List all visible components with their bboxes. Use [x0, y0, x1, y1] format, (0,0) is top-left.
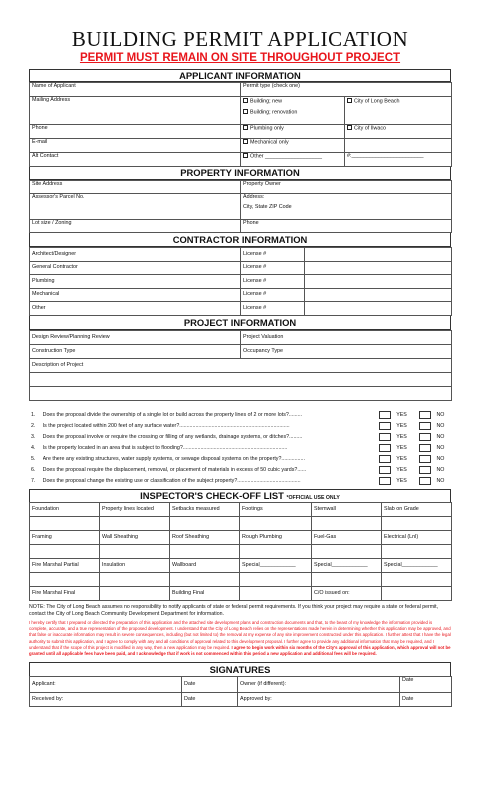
inspection-item[interactable]: Foundation	[30, 502, 100, 516]
question-number: 1.	[31, 412, 36, 418]
parcel-number-field[interactable]: Assessor's Parcel No.	[30, 194, 241, 220]
inspection-item[interactable]: C/O issued on:	[312, 586, 382, 600]
inspection-item[interactable]: Wallboard	[170, 558, 240, 572]
mailing-field[interactable]: Mailing Address	[30, 97, 241, 125]
yes-checkbox[interactable]	[379, 433, 392, 441]
blank-cell	[305, 288, 452, 302]
checkbox-plumbing[interactable]	[243, 125, 248, 130]
question-row	[29, 443, 451, 454]
question-row	[29, 465, 451, 476]
date-field[interactable]: Date	[182, 693, 238, 707]
mechanical-label: Mechanical only	[250, 139, 289, 146]
yes-label: YES	[396, 434, 407, 440]
question-row	[29, 432, 451, 443]
certification-body: I hereby certify that I prepared or directed the preparation of this application and the attached site development plans and construction documents and that, to the beast of my knowledge the information provided is complete, accurate, and a true representation of the proposed development. I understand that the City of Long Beach relies on the representations made herein in determining whether this application may be approved, and that false or inaccurate information may result in severe consequences, including (but not limited to) the removal at my expense of any site improvement constructed under this application. I further attest that I have the legal authority to submit this application, and I agree to comply with any and all conditions of approval related to this development proposal. I further agree to provide any additional information that may be required, and I understand that if the scope of this project is modified in any way, then a new application may be required.	[29, 619, 451, 650]
yes-checkbox[interactable]	[379, 455, 392, 463]
inspection-item[interactable]: Roof Sheathing	[170, 530, 240, 544]
no-label: NO	[436, 445, 445, 451]
blank-cell	[305, 248, 452, 262]
yes-checkbox[interactable]	[379, 444, 392, 452]
question-text: Is the property located in an area that is subject to flooding?.......................................................................	[42, 445, 288, 451]
inspection-item[interactable]: Slab on Grade	[382, 502, 452, 516]
question-text: Are there any existing structures, water supply systems, or sewage disposal systems on the property?................	[42, 456, 305, 462]
no-checkbox[interactable]	[419, 455, 432, 463]
question-text: Does the proposal require the displacement, removal, or placement of materials in excess of 50 cubic yards?......	[42, 467, 307, 473]
disclaimer-note: NOTE: The City of Long Beach assumes no responsibility to notify applicants of state or federal permit requirements. If you think your project may require a state or federal permit, contact the City of Long Beach Community Development Department for information.	[29, 603, 439, 617]
permit-mechanical-option	[241, 139, 345, 153]
project-table	[29, 330, 452, 401]
question-number: 6.	[31, 467, 36, 473]
page-title: BUILDING PERMIT APPLICATION	[71, 27, 409, 51]
blank-cell	[305, 275, 452, 289]
license-field[interactable]: License #	[241, 302, 305, 316]
other-label: Other ___________________	[250, 153, 322, 160]
name-field[interactable]: Name of Applicant	[30, 83, 241, 97]
page-subtitle: PERMIT MUST REMAIN ON SITE THROUGHOUT PROJECT	[79, 52, 401, 64]
certification-text	[29, 620, 451, 658]
contractor-row-label: Other	[30, 302, 241, 316]
phone-field[interactable]: Phone	[30, 125, 241, 139]
description-line[interactable]	[30, 372, 452, 386]
blank-cell	[345, 139, 452, 153]
owner-address-field[interactable]	[241, 194, 452, 220]
no-label: NO	[436, 467, 445, 473]
design-review-field[interactable]: Design Review/Planning Review	[30, 330, 241, 344]
question-text: Is the project located within 200 feet of any surface water?...........................................................................	[42, 423, 290, 429]
no-checkbox[interactable]	[419, 411, 432, 419]
inspector-heading	[29, 489, 451, 502]
permit-plumbing-option	[241, 125, 345, 139]
inspection-item[interactable]: Insulation	[100, 558, 170, 572]
question-number: 2.	[31, 423, 36, 429]
inspection-item[interactable]: Stemwall	[312, 502, 382, 516]
applicant-table	[29, 82, 452, 167]
inspection-item[interactable]: Fire Marshal Partial	[30, 558, 100, 572]
inspection-item[interactable]: Special____________	[382, 558, 452, 572]
checkbox-city-long-beach[interactable]	[347, 98, 352, 103]
license-field[interactable]: License #	[241, 288, 305, 302]
question-text: Does the proposal involve or require the crossing or filling of any wetlands, drainage systems, or ditches?.........	[42, 434, 303, 440]
project-valuation-field[interactable]: Project Valuation	[241, 330, 452, 344]
jurisdiction-ilwaco	[345, 125, 452, 139]
no-label: NO	[436, 456, 445, 462]
jurisdiction-long-beach	[345, 97, 452, 125]
applicant-heading: APPLICANT INFORMATION	[29, 69, 451, 82]
date-field[interactable]: Date	[182, 677, 238, 693]
construction-type-field[interactable]: Construction Type	[30, 344, 241, 358]
inspector-heading-text: INSPECTOR'S CHECK-OFF LIST	[140, 489, 284, 501]
inspection-item[interactable]: Setbacks measured	[170, 502, 240, 516]
inspection-item[interactable]: Electrical (Lnl)	[382, 530, 452, 544]
inspection-item[interactable]: Fuel-Gas	[312, 530, 382, 544]
inspection-item[interactable]	[240, 586, 312, 600]
contractor-row-label: Mechanical	[30, 288, 241, 302]
no-label: NO	[436, 478, 445, 484]
yes-label: YES	[396, 467, 407, 473]
question-number: 4.	[31, 445, 36, 451]
question-text: Does the proposal divide the ownership of a single lot or build across the property lines of 2 or more lots?.........	[42, 412, 303, 418]
date-field[interactable]: Date	[400, 693, 452, 707]
checkbox-building-renovation[interactable]	[243, 109, 248, 114]
signatures-table	[29, 676, 452, 707]
official-use-label: *OFFICIAL USE ONLY	[286, 494, 340, 501]
applicant-signature-field[interactable]: Applicant:	[30, 677, 182, 693]
inspector-table	[29, 502, 452, 601]
contractor-row-label: General Contractor	[30, 261, 241, 275]
inspection-item[interactable]: Special____________	[240, 558, 312, 572]
checkbox-mechanical[interactable]	[243, 139, 248, 144]
inspection-item[interactable]: Framing	[30, 530, 100, 544]
received-by-field[interactable]: Received by:	[30, 693, 182, 707]
yes-label: YES	[396, 412, 407, 418]
contractor-row-label: Plumbing	[30, 275, 241, 289]
no-checkbox[interactable]	[419, 466, 432, 474]
inspection-item[interactable]: Fire Marshal Final	[30, 586, 100, 600]
checkbox-city-ilwaco[interactable]	[347, 125, 352, 130]
yes-checkbox[interactable]	[379, 422, 392, 430]
owner-signature-field[interactable]: Owner (if different):	[238, 677, 400, 693]
permit-building-options	[241, 97, 345, 125]
license-field[interactable]: License #	[241, 248, 305, 262]
question-row	[29, 476, 451, 487]
approved-by-field[interactable]: Approved by:	[238, 693, 400, 707]
property-heading: PROPERTY INFORMATION	[29, 167, 451, 180]
building-new-label: Building; new	[250, 98, 283, 105]
inspection-item[interactable]: Property lines located	[100, 502, 170, 516]
yes-label: YES	[396, 445, 407, 451]
project-heading: PROJECT INFORMATION	[29, 316, 451, 330]
permit-form	[29, 28, 451, 707]
description-line[interactable]	[30, 386, 452, 400]
signatures-heading: SIGNATURES	[29, 662, 451, 676]
contractor-heading: CONTRACTOR INFORMATION	[29, 233, 451, 247]
question-row	[29, 454, 451, 465]
date-field[interactable]: Date	[400, 677, 452, 693]
contractor-row-label: Architect/Designer	[30, 248, 241, 262]
inspection-item[interactable]: Wall Sheathing	[100, 530, 170, 544]
no-checkbox[interactable]	[419, 477, 432, 485]
yes-checkbox[interactable]	[379, 477, 392, 485]
question-row	[29, 410, 451, 421]
checkbox-building-new[interactable]	[243, 98, 248, 103]
lot-size-field[interactable]: Lot size / Zoning	[30, 220, 241, 233]
question-number: 3.	[31, 434, 36, 440]
property-owner-field[interactable]: Property Owner	[241, 181, 452, 194]
no-checkbox[interactable]	[419, 433, 432, 441]
permit-type-label: Permit type (check one)	[241, 83, 452, 97]
address-label: Address:	[243, 194, 265, 200]
question-number: 7.	[31, 478, 36, 484]
owner-phone-field[interactable]: Phone	[241, 220, 452, 233]
inspection-item[interactable]: Rough Plumbing	[240, 530, 312, 544]
blank-cell	[305, 302, 452, 316]
occupancy-type-field[interactable]: Occupancy Type	[241, 344, 452, 358]
plumbing-label: Plumbing only	[250, 125, 284, 132]
site-address-field[interactable]: Site Address	[30, 181, 241, 194]
alt-contact-field[interactable]: Alt Contact	[30, 153, 241, 167]
no-label: NO	[436, 423, 445, 429]
city-ilwaco-label: City of Ilwaco	[354, 125, 387, 132]
building-renovation-label: Building; renovation	[250, 109, 298, 115]
no-checkbox[interactable]	[419, 444, 432, 452]
checkbox-other[interactable]	[243, 153, 248, 158]
inspection-item[interactable]: Building Final	[170, 586, 240, 600]
email-field[interactable]: E-mail	[30, 139, 241, 153]
permit-number-field[interactable]: #:________________________	[345, 153, 452, 167]
no-label: NO	[436, 434, 445, 440]
inspection-item[interactable]: Footings	[240, 502, 312, 516]
certification-bold: I agree to begin work within six months of the City's approval of this application, which approval will not be granted until all applicable fees have been paid, and I acknowledge that if work is not commenced within this period a new application and additional fees will be required.	[29, 644, 451, 657]
yes-checkbox[interactable]	[379, 466, 392, 474]
contractor-table	[29, 247, 452, 316]
city-state-zip-label: City, State ZIP Code	[243, 204, 292, 210]
yes-label: YES	[396, 478, 407, 484]
yes-label: YES	[396, 423, 407, 429]
yes-checkbox[interactable]	[379, 411, 392, 419]
inspection-item[interactable]	[100, 586, 170, 600]
yes-label: YES	[396, 456, 407, 462]
question-text: Does the proposal change the existing use or classification of the subject property?...........................................	[42, 478, 301, 484]
blank-cell	[305, 261, 452, 275]
no-label: NO	[436, 412, 445, 418]
question-row	[29, 421, 451, 432]
license-field[interactable]: License #	[241, 261, 305, 275]
no-checkbox[interactable]	[419, 422, 432, 430]
license-field[interactable]: License #	[241, 275, 305, 289]
city-long-beach-label: City of Long Beach	[354, 98, 400, 105]
inspection-item[interactable]: Special____________	[312, 558, 382, 572]
permit-other-option	[241, 153, 345, 167]
description-field[interactable]: Description of Project	[30, 358, 452, 372]
question-number: 5.	[31, 456, 36, 462]
questions-list	[29, 410, 451, 487]
property-table	[29, 180, 452, 233]
inspection-item[interactable]	[382, 586, 452, 600]
